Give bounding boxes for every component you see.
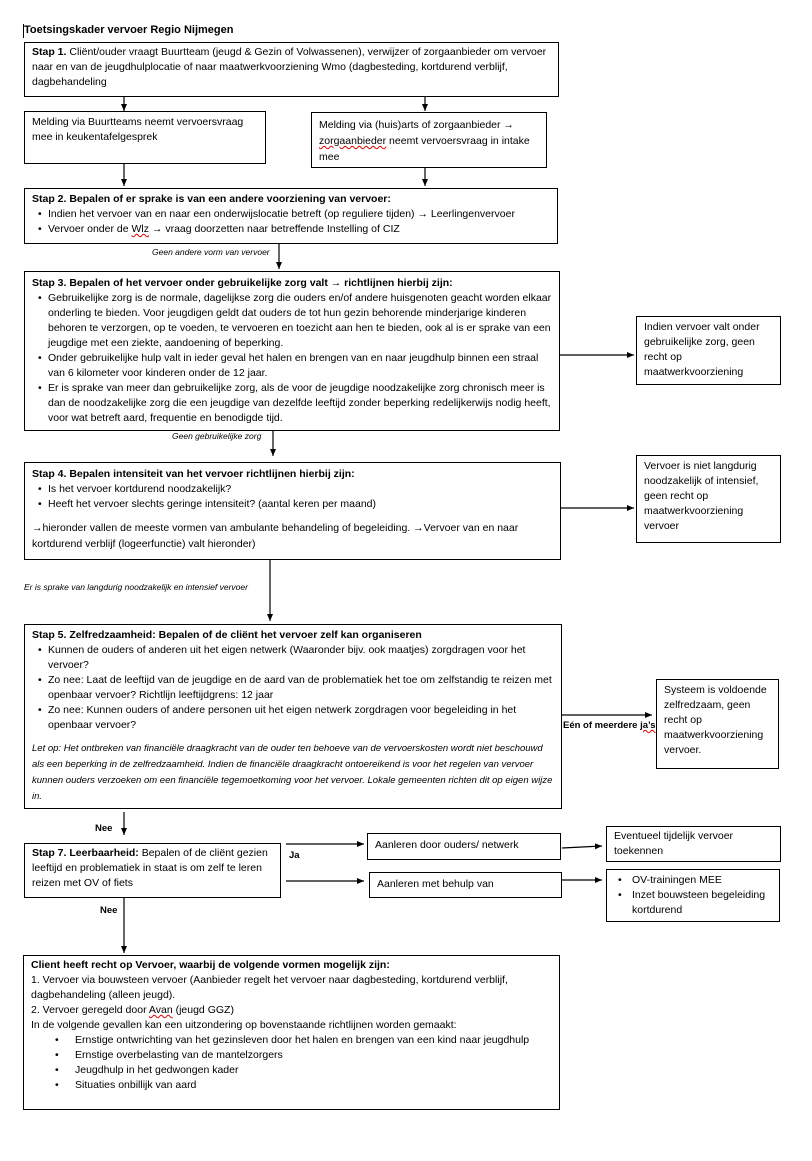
step1-label: Stap 1. [32, 46, 67, 58]
step3-side-box [636, 316, 781, 385]
step5-side-text: Systeem is voldoende zelfredzaam, geen recht op maatwerkvoorziening vervoer. [664, 684, 767, 756]
step3-heading: Stap 3. Bepalen of het vervoer onder gebruikelijke zorg valt → richtlijnen hierbij zijn: [32, 277, 453, 289]
step3-out-label: Geen gebruikelijke zorg [172, 431, 262, 441]
melding-huisarts-box [311, 112, 547, 168]
step7-no-label: Nee [100, 905, 118, 916]
step5-side-box [656, 679, 779, 769]
step4-heading: Stap 4. Bepalen intensiteit van het vervoer richtlijnen hierbij zijn: [32, 468, 355, 480]
step5-side-label [563, 720, 656, 731]
step1-text: Cliënt/ouder vraagt Buurtteam (jeugd & Gezin of Volwassenen), verwijzer of zorgaanbieder om vervoer naar en van de jeugdhulplocatie of naar maatwerkvoorziening Wmo (dagbesteding, kortdurend verblijf, dagbehandeling [32, 46, 547, 88]
arrow-option-a-result [562, 846, 602, 848]
step3-box [24, 271, 560, 431]
option-a-box [367, 833, 561, 860]
final-bullet: • Ernstige overbelasting van de mantelzorgers [55, 1048, 552, 1063]
final-line1: 1. Vervoer via bouwsteen vervoer (Aanbieder regelt het vervoer naar dagbesteding, kortdurend verblijf, dagbehandeling (alleen jeugd). [31, 974, 508, 1001]
step7-yes-label: Ja [289, 850, 300, 861]
step7-text: Bepalen of de cliënt gezien leeftijd en problematiek in staat is om zelf te leren reizen met OV of fiets [32, 847, 268, 889]
step3-side-text: Indien vervoer valt onder gebruikelijke zorg, geen recht op maatwerkvoorziening [644, 321, 760, 378]
step4-side-text: Vervoer is niet langdurig noodzakelijk of intensief, geen recht op maatwerkvoorziening vervoer [644, 460, 759, 532]
step2-heading: Stap 2. Bepalen of er sprake is van een andere voorziening van vervoer: [32, 193, 391, 205]
step5-heading: Stap 5. Zelfredzaamheid: Bepalen of de cliënt het vervoer zelf kan organiseren [32, 629, 422, 641]
document-title: Toetsingskader vervoer Regio Nijmegen [24, 24, 234, 36]
option-a-result-text: Eventueel tijdelijk vervoer toekennen [614, 830, 734, 857]
step4-box [24, 462, 561, 560]
option-b-result-item: • OV-trainingen MEE [616, 873, 772, 888]
final-bullet: • Ernstige ontwrichting van het gezinsleven door het halen en brengen van een kind naar jeugdhulp [55, 1033, 552, 1048]
option-b-box [369, 872, 562, 898]
step3-bullet: • Gebruikelijke zorg is de normale, dagelijkse zorg die ouders en/of andere huisgenoten geacht worden elkaar onderling te bieden. Voor jeugdigen geldt dat ouders de tot hun gezin behorende minderjarige kinderen behoren te verzorgen, op te voeden, te vervoeren en toezicht aan hen te bieden, ook al is er sprake van een jeugdige met een ziekte, aandoening of beperking. [36, 291, 552, 351]
final-line2 [31, 1003, 552, 1018]
step2-box [24, 188, 558, 244]
step3-bullet: • Er is sprake van meer dan gebruikelijke zorg, als de voor de jeugdige noodzakelijke zorg chronisch meer is dan de noodzakelijke zorg die een jeugdige van dezelfde leeftijd zonder beperking redelijkerwijs nodig heeft, voor wat betreft aard, frequentie en benodigde tijd. [36, 381, 552, 426]
final-box [23, 955, 560, 1110]
option-a-text: Aanleren door ouders/ netwerk [375, 839, 519, 851]
step7-box [24, 843, 281, 898]
step5-no-label: Nee [95, 823, 113, 834]
option-b-text: Aanleren met behulp van [377, 878, 494, 890]
step1-box [24, 42, 559, 97]
step4-note: →hieronder vallen de meeste vormen van ambulante behandeling of begeleiding. →Vervoer van en naar kortdurend verblijf (logeerfunctie) valt hieronder) [32, 522, 519, 550]
step5-bullet: • Kunnen de ouders of anderen uit het eigen netwerk (Waaronder bijv. ook maatjes) zorgdragen voor het vervoer? [36, 643, 554, 673]
wlz-term: Wlz [131, 223, 149, 235]
final-line2-suffix: (jeugd GGZ) [172, 1004, 234, 1016]
option-b-result-item: • Inzet bouwsteen begeleiding kortdurend [616, 888, 772, 918]
step7-label: Stap 7. Leerbaarheid: [32, 847, 139, 859]
final-line3: In de volgende gevallen kan een uitzondering op bovenstaande richtlijnen worden gemaakt: [31, 1019, 457, 1031]
final-line2-text: 2. Vervoer geregeld door [31, 1004, 149, 1016]
step2-out-label: Geen andere vorm van vervoer [152, 247, 270, 257]
step5-side-label-squiggle: ja’s [640, 720, 656, 731]
melding-huisarts-text-1: Melding via (huis)arts of zorgaanbieder → [319, 119, 514, 131]
melding-buurtteams-text: Melding via Buurtteams neemt vervoersvraag mee in keukentafelgesprek [32, 116, 244, 143]
step2-bullet: • Vervoer onder de Wlz → vraag doorzetten naar betreffende Instelling of CIZ [36, 222, 550, 237]
step3-bullet: • Onder gebruikelijke hulp valt in ieder geval het halen en brengen van en naar jeugdhulp binnen een straal van 6 kilometer voor kinderen onder de 12 jaar. [36, 351, 552, 381]
step4-out-label: Er is sprake van langdurig noodzakelijk en intensief vervoer [24, 582, 248, 592]
step5-side-label-text: Eén of meerdere [563, 720, 641, 731]
option-a-result-box [606, 826, 781, 862]
step2-bullet: • Indien het vervoer van en naar een onderwijslocatie betreft (op reguliere tijden) → Leerlingenvervoer [36, 207, 550, 222]
step5-bullet: • Zo nee: Kunnen ouders of andere personen uit het eigen netwerk zorgdragen voor begeleiding in het openbaar vervoer? [36, 703, 554, 733]
final-bullet: • Situaties onbillijk van aard [55, 1078, 552, 1093]
avan-term: Avan [148, 1004, 173, 1016]
step5-bullet: • Zo nee: Laat de leeftijd van de jeugdige en de aard van de problematiek het toe om zelfstandig te reizen met openbaar vervoer? Richtlijn leeftijdgrens: 12 jaar [36, 673, 554, 703]
melding-buurtteams-box [24, 111, 266, 164]
step4-bullet: • Is het vervoer kortdurend noodzakelijk? [36, 482, 553, 497]
melding-huisarts-squiggle: zorgaanbieder [319, 135, 387, 147]
step5-note: Let op: Het ontbreken van financiële draagkracht van de ouder ten behoeve van de vervoerskosten wordt niet beschouwd als een beperking in de zelfredzaamheid. Indien de financiële draagkracht ontoereikend is voor het regelen van vervoer kunnen ouders verzoeken om een financiële tegemoetkoming voor het vervoer. Lokale gemeenten richten dit op eigen wijze in. [32, 743, 553, 802]
option-b-result-box [606, 869, 780, 922]
final-bullet: • Jeugdhulp in het gedwongen kader [55, 1063, 552, 1078]
step4-bullet: • Heeft het vervoer slechts geringe intensiteit? (aantal keren per maand) [36, 497, 553, 512]
step4-side-box [636, 455, 781, 543]
step5-box [24, 624, 562, 809]
final-heading: Client heeft recht op Vervoer, waarbij de volgende vormen mogelijk zijn: [31, 959, 390, 971]
melding-huisarts-text-2: neemt vervoersvraag in intake mee [319, 135, 530, 163]
